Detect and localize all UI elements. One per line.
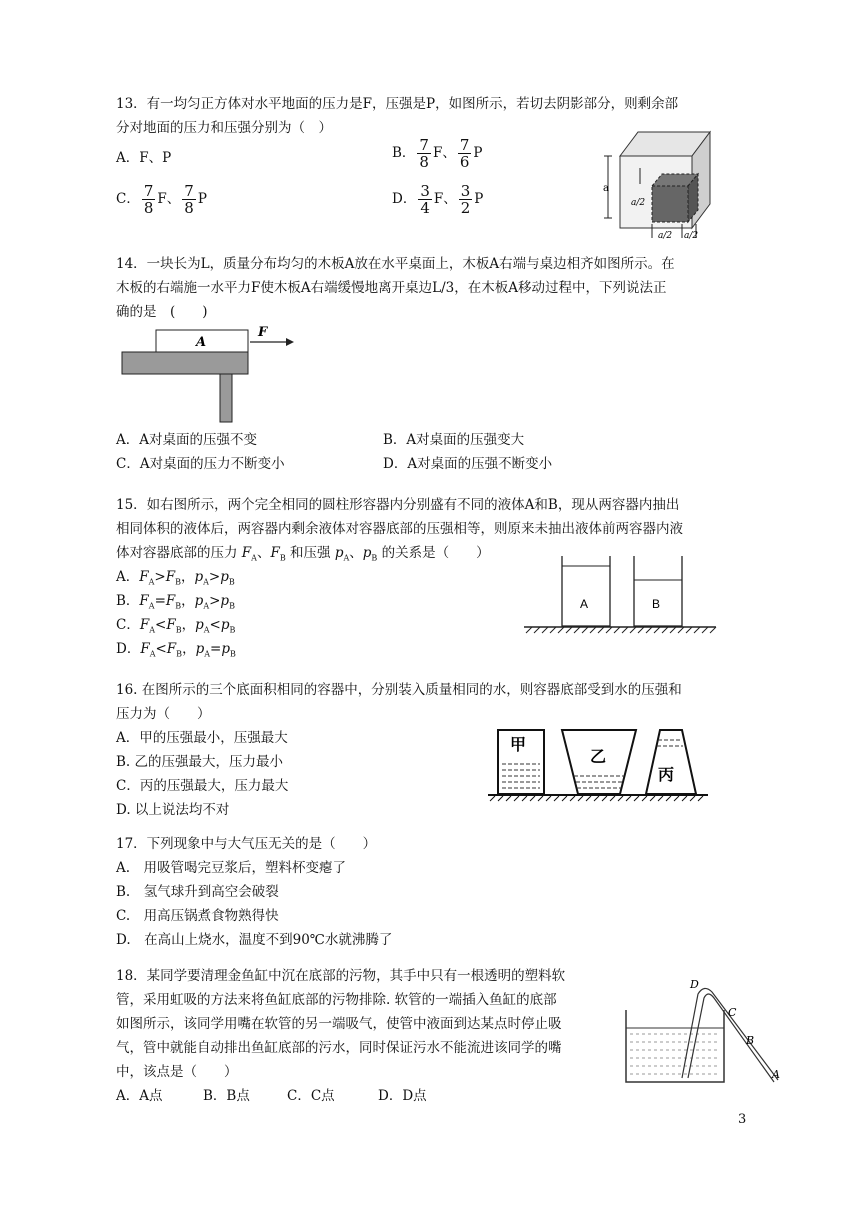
q15-option-b: B．$F_A=F_B$，$p_A>p_B$ xyxy=(116,593,235,611)
q17-line1: 17．下列现象中与大气压无关的是（ ） xyxy=(116,836,377,852)
q14-table-figure xyxy=(118,320,308,426)
q15-label-a: A xyxy=(580,597,589,611)
q18-option-d: D．D点 xyxy=(378,1088,427,1104)
q18-line3: 如图所示，该同学用嘴在软管的另一端吸气，使管中液面到达某点时停止吸 xyxy=(116,1016,562,1032)
q14-line1: 14．一块长为L，质量分布均匀的木板A放在水平桌面上，木板A右端与桌边相齐如图所示。在 xyxy=(116,256,675,272)
q13-label-a: a xyxy=(603,183,609,194)
q13-label-a2-left: a/2 xyxy=(631,198,646,208)
q15-line2: 相同体积的液体后，两容器内剩余液体对容器底部的压强相等，则原来未抽出液体前两容器内液 xyxy=(116,521,683,537)
q16-option-c: C．丙的压强最大，压力最大 xyxy=(116,778,289,794)
q16-line2: 压力为（ ） xyxy=(116,706,211,722)
page-number: 3 xyxy=(738,1112,747,1127)
q17-option-a: A. 用吸管喝完豆浆后，塑料杯变瘪了 xyxy=(116,860,347,876)
q18-option-a: A．A点 xyxy=(116,1088,163,1104)
q13-option-c: C． $\frac{7}{8}$ F、 $\frac{7}{8}$ P xyxy=(116,182,207,217)
q18-siphon-figure xyxy=(620,970,782,1086)
q13-label-a2-bottom1: a/2 xyxy=(658,231,673,241)
q18-option-b: B．B点 xyxy=(203,1088,250,1104)
q16-option-a: A．甲的压强最小，压强最大 xyxy=(116,730,288,746)
q17-option-d: D. 在高山上烧水，温度不到90℃水就沸腾了 xyxy=(116,932,393,948)
q16-line1: 16. 在图所示的三个底面积相同的容器中，分别装入质量相同的水，则容器底部受到水的压强和 xyxy=(116,682,682,698)
q13-option-a: A．F、P xyxy=(116,150,172,166)
q14-label-board: A xyxy=(196,335,207,350)
q18-line5: 中，该点是（ ） xyxy=(116,1064,238,1080)
q16-label-bing: 丙 xyxy=(658,765,675,784)
q15-option-a: A．$F_A>F_B$，$p_A>p_B$ xyxy=(116,569,235,587)
q18-point-a: A xyxy=(772,1068,780,1081)
q15-line3: 体对容器底部的压力 $F_A$、$F_B$ 和压强 $p_A$、$p_B$ 的关系是（ ） xyxy=(116,545,490,563)
q18-point-b: B xyxy=(746,1034,755,1047)
q14-option-d: D．A对桌面的压强不断变小 xyxy=(383,456,553,472)
q17-option-c: C. 用高压锅煮食物熟得快 xyxy=(116,908,279,924)
q16-label-jia: 甲 xyxy=(510,735,527,754)
q15-option-c: C．$F_A<F_B$，$p_A<p_B$ xyxy=(116,617,236,635)
q16-option-b: B. 乙的压强最大，压力最小 xyxy=(116,754,284,770)
q17-option-b: B. 氢气球升到高空会破裂 xyxy=(116,884,279,900)
q15-containers-figure xyxy=(520,550,720,634)
q18-line1: 18．某同学要清理金鱼缸中沉在底部的污物，其手中只有一根透明的塑料软 xyxy=(116,968,566,984)
q13-line1: 13．有一均匀正方体对水平地面的压力是F，压强是P，如图所示，若切去阴影部分，则剩余部 xyxy=(116,96,679,112)
q15-label-b: B xyxy=(652,597,661,611)
q13-label-a2-bottom2: a/2 xyxy=(684,231,699,241)
q13-option-d: D． $\frac{3}{4}$ F、 $\frac{3}{2}$ P xyxy=(392,182,484,217)
q13-option-b: B． $\frac{7}{8}$ F、 $\frac{7}{6}$ P xyxy=(392,136,483,171)
q14-line3: 确的是 ( ) xyxy=(116,304,208,320)
q15-option-d: D．$F_A<F_B$，$p_A=p_B$ xyxy=(116,641,236,659)
q18-line2: 管，采用虹吸的方法来将鱼缸底部的污物排除. 软管的一端插入鱼缸的底部 xyxy=(116,992,557,1008)
q14-option-c: C．A对桌面的压力不断变小 xyxy=(116,456,285,472)
q13-line2: 分对地面的压力和压强分别为（ ） xyxy=(116,120,332,136)
q14-line2: 木板的右端施一水平力F使木板A右端缓慢地离开桌边L/3，在木板A移动过程中，下列说法正 xyxy=(116,280,667,296)
q16-option-d: D. 以上说法均不对 xyxy=(116,802,230,818)
q18-option-c: C．C点 xyxy=(287,1088,335,1104)
q16-label-yi: 乙 xyxy=(590,747,607,766)
q14-label-force: F xyxy=(258,325,268,340)
q15-line1: 15．如右图所示，两个完全相同的圆柱形容器内分别盛有不同的液体A和B，现从两容器内抽出 xyxy=(116,497,680,513)
q18-point-c: C xyxy=(728,1006,737,1019)
q14-option-b: B．A对桌面的压强变大 xyxy=(383,432,525,448)
q13-cube-figure xyxy=(598,124,718,244)
q18-point-d: D xyxy=(690,978,699,991)
q18-line4: 气，管中就能自动排出鱼缸底部的污水，同时保证污水不能流进该同学的嘴 xyxy=(116,1040,562,1056)
q14-option-a: A．A对桌面的压强不变 xyxy=(116,432,257,448)
q16-containers-figure xyxy=(486,722,710,802)
